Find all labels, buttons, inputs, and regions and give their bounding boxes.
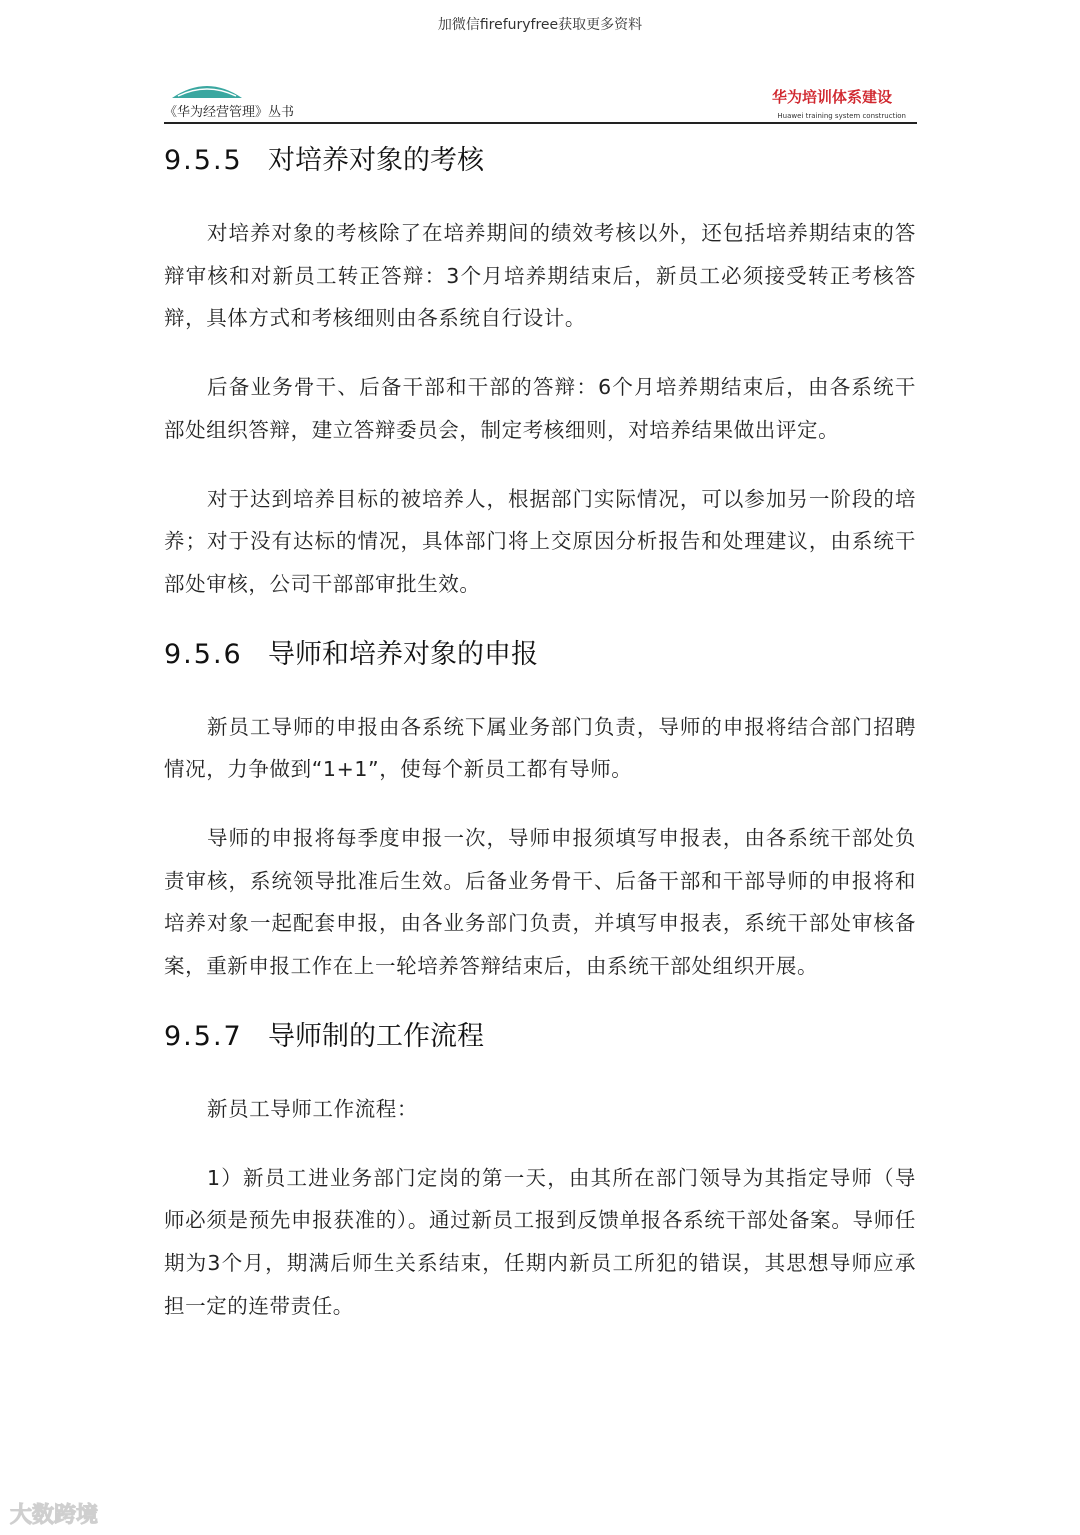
paragraph: 新员工导师工作流程：	[207, 1096, 418, 1121]
document-body	[164, 138, 916, 1353]
section-heading	[164, 1014, 916, 1060]
brand-subtitle: Huawei training system construction	[777, 112, 906, 120]
paragraph: 新员工导师的申报由各系统下属业务部门负责，导师的申报将结合部门招聘情况，力争做到“1+1”，使每个新员工都有导师。	[164, 714, 916, 782]
paragraph: 导师的申报将每季度申报一次，导师申报须填写申报表，由各系统干部处负责审核，系统领导批准后生效。后备业务骨干、后备干部和干部导师的申报将和培养对象一起配套申报，由各业务部门负责，并填写申报表，系统干部处审核备案，重新申报工作在上一轮培养答辩结束后，由系统干部处组织开展。	[164, 826, 916, 979]
section-number: 9.5.6	[164, 638, 243, 670]
section-title: 导师和培养对象的申报	[268, 638, 538, 670]
header-divider	[164, 122, 917, 124]
section-title: 对培养对象的考核	[268, 145, 484, 176]
paragraph: 对培养对象的考核除了在培养期间的绩效考核以外，还包括培养期结束的答辩审核和对新员工转正答辩：3个月培养期结束后，新员工必须接受转正考核答辩，具体方式和考核细则由各系统自行设计。	[164, 221, 916, 331]
watermark-logo: 大数跨境	[10, 1503, 99, 1528]
section-title: 导师制的工作流程	[268, 1020, 484, 1052]
book-series-label: 《华为经营管理》丛书	[164, 105, 295, 120]
paragraph: 后备业务骨干、后备干部和干部的答辩：6个月培养期结束后，由各系统干部处组织答辩，建立答辩委员会，制定考核细则，对培养结果做出评定。	[164, 375, 916, 442]
paragraph: 对于达到培养目标的被培养人，根据部门实际情况，可以参加另一阶段的培养；对于没有达标的情况，具体部门将上交原因分析报告和处理建议，由系统干部处审核，公司干部部审批生效。	[164, 486, 916, 596]
section-heading	[164, 138, 916, 184]
paragraph: 1）新员工进业务部门定岗的第一天，由其所在部门领导为其指定导师（导师必须是预先申报获准的）。通过新员工报到反馈单报各系统干部处备案。导师任期为3个月，期满后师生关系结束，任期内新员工所犯的错误，其思想导师应承担一定的连带责任。	[164, 1165, 916, 1318]
section-number: 9.5.5	[164, 145, 243, 176]
section-number: 9.5.7	[164, 1020, 243, 1052]
mountain-logo-icon	[172, 80, 242, 100]
brand-title: 华为培训体系建设	[771, 88, 892, 106]
top-note: 加微信firefuryfree获取更多资料	[437, 17, 643, 33]
section-heading	[164, 632, 916, 678]
